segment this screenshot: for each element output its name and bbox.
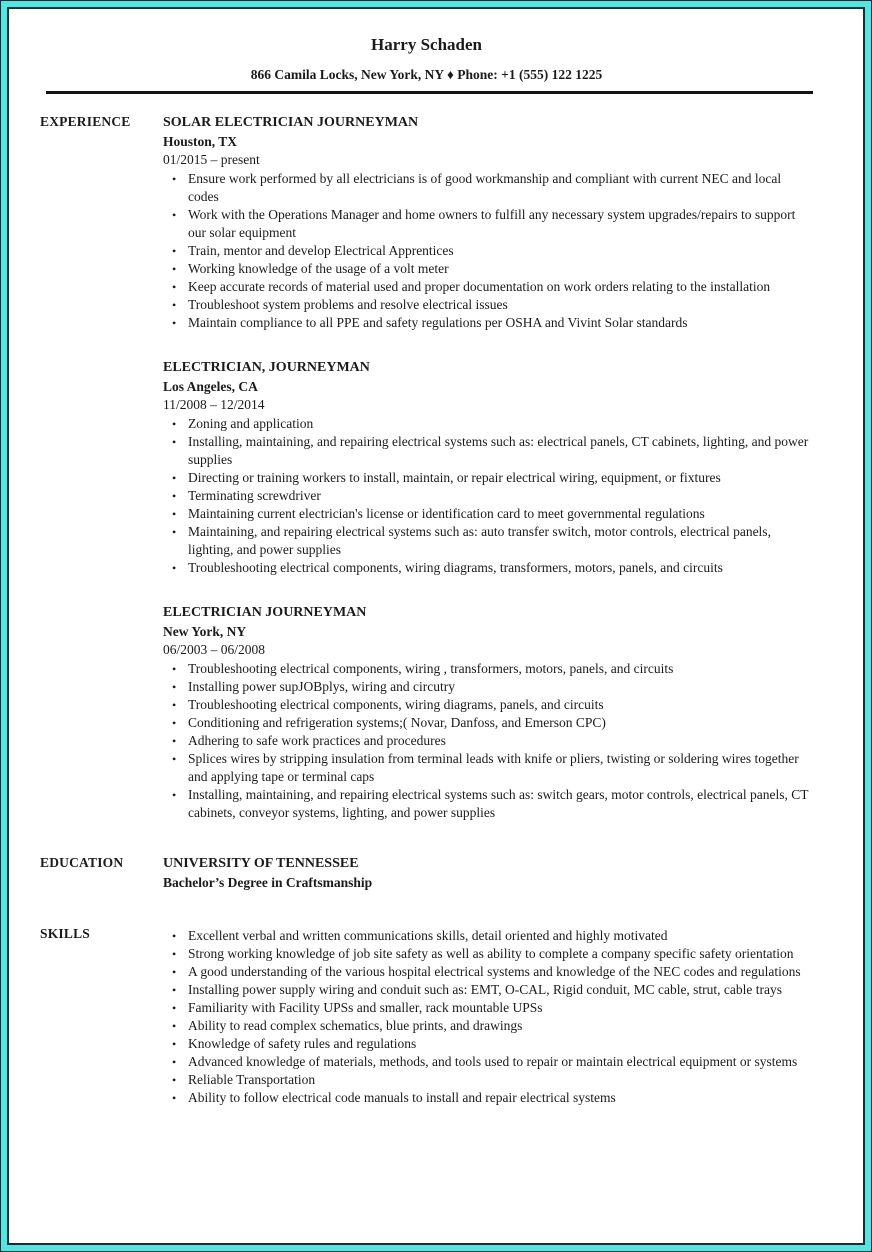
bullet-text: Reliable Transportation [188, 1072, 316, 1087]
candidate-name: Harry Schaden [371, 35, 482, 54]
bullet-text: Directing or training workers to install, maintain, or repair electrical wiring, equipment, or fixtures [188, 470, 721, 485]
bullet-item [163, 314, 813, 332]
job-bullet-list [163, 415, 813, 577]
bullet-text: Terminating screwdriver [188, 488, 321, 503]
bullet-text: Maintain compliance to all PPE and safety regulations per OSHA and Vivint Solar standards [188, 315, 688, 330]
bullet-icon: • [172, 525, 177, 539]
bullet-item [163, 523, 813, 559]
bullet-text: Zoning and application [188, 416, 314, 431]
bullet-item [163, 1053, 813, 1071]
bullet-item [163, 278, 813, 296]
bullet-icon: • [172, 298, 177, 312]
bullet-text: Adhering to safe work practices and procedures [188, 733, 446, 748]
bullet-text: Train, mentor and develop Electrical Apprentices [188, 243, 454, 258]
bullet-item [163, 296, 813, 314]
bullet-text: A good understanding of the various hospital electrical systems and knowledge of the NEC codes and regulations [188, 964, 801, 979]
bullet-item [163, 714, 813, 732]
job-location: Houston, TX [163, 134, 238, 149]
bullet-text: Ensure work performed by all electricians is of good workmanship and compliant with current NEC and local codes [188, 171, 782, 204]
bullet-item [163, 696, 813, 714]
bullet-text: Maintaining, and repairing electrical systems such as: auto transfer switch, motor controls, electrical panels, lighting, and power supplies [188, 524, 771, 557]
bullet-icon: • [172, 983, 177, 997]
bullet-item [163, 660, 813, 678]
bullet-item [163, 1089, 813, 1107]
bullet-icon: • [172, 1037, 177, 1051]
job-title: ELECTRICIAN JOURNEYMAN [163, 605, 367, 620]
bullet-icon: • [172, 680, 177, 694]
bullet-item [163, 732, 813, 750]
education-content [163, 854, 813, 893]
bullet-item [163, 260, 813, 278]
bullet-icon: • [172, 417, 177, 431]
bullet-icon: • [172, 1091, 177, 1105]
job-bullet-list [163, 660, 813, 822]
bullet-icon: • [172, 507, 177, 521]
bullet-icon: • [172, 1019, 177, 1033]
bullet-item [163, 750, 813, 786]
bullet-icon: • [172, 929, 177, 943]
header-divider [46, 91, 813, 94]
bullet-icon: • [172, 1055, 177, 1069]
skills-section [40, 925, 813, 1107]
bullet-icon: • [172, 716, 177, 730]
bullet-item [163, 963, 813, 981]
bullet-item [163, 415, 813, 433]
job-entry-solar-electrician [163, 113, 813, 332]
bullet-icon: • [172, 208, 177, 222]
job-bullet-list [163, 170, 813, 332]
bullet-item [163, 505, 813, 523]
bullet-text: Troubleshooting electrical components, wiring , transformers, motors, panels, and circuits [188, 661, 674, 676]
bullet-item [163, 1017, 813, 1035]
bullet-text: Strong working knowledge of job site safety as well as ability to complete a company specific safety orientation [188, 946, 794, 961]
experience-section [40, 113, 813, 822]
bullet-item [163, 981, 813, 999]
bullet-item [163, 786, 813, 822]
experience-content [163, 113, 813, 822]
bullet-text: Working knowledge of the usage of a volt meter [188, 261, 449, 276]
bullet-icon: • [172, 316, 177, 330]
bullet-text: Troubleshooting electrical components, wiring diagrams, panels, and circuits [188, 697, 604, 712]
bullet-text: Work with the Operations Manager and home owners to fulfill any necessary system upgrades/repairs to support our solar equipment [188, 207, 796, 240]
bullet-icon: • [172, 1001, 177, 1015]
job-dates: 01/2015 – present [163, 152, 260, 167]
job-dates: 06/2003 – 06/2008 [163, 642, 266, 657]
bullet-text: Installing, maintaining, and repairing electrical systems such as: switch gears, motor controls, electrical panels, CT cabinets, conveyor systems, lighting, and power supplies [188, 787, 809, 820]
section-label-education: EDUCATION [40, 855, 124, 870]
job-location: New York, NY [163, 624, 247, 639]
bullet-item [163, 487, 813, 505]
education-degree: Bachelor’s Degree in Craftsmanship [163, 875, 373, 890]
section-label-skills: SKILLS [40, 926, 90, 941]
bullet-text: Installing power supJOBplys, wiring and circutry [188, 679, 455, 694]
job-title: SOLAR ELECTRICIAN JOURNEYMAN [163, 115, 419, 130]
education-school: UNIVERSITY OF TENNESSEE [163, 856, 359, 871]
bullet-item [163, 170, 813, 206]
bullet-icon: • [172, 435, 177, 449]
bullet-item [163, 559, 813, 577]
bullet-text: Splices wires by stripping insulation from terminal leads with knife or pliers, twisting or soldering wires together and applying tape or terminal caps [188, 751, 799, 784]
skills-content [163, 925, 813, 1107]
bullet-icon: • [172, 734, 177, 748]
bullet-icon: • [172, 788, 177, 802]
bullet-item [163, 1035, 813, 1053]
bullet-icon: • [172, 1073, 177, 1087]
resume-body [40, 113, 813, 1107]
bullet-text: Conditioning and refrigeration systems;( Novar, Danfoss, and Emerson CPC) [188, 715, 606, 730]
bullet-item [163, 206, 813, 242]
bullet-item [163, 945, 813, 963]
bullet-text: Ability to read complex schematics, blue prints, and drawings [188, 1018, 523, 1033]
bullet-icon: • [172, 947, 177, 961]
bullet-icon: • [172, 662, 177, 676]
bullet-text: Advanced knowledge of materials, methods, and tools used to repair or maintain electrical equipment or systems [188, 1054, 798, 1069]
job-dates: 11/2008 – 12/2014 [163, 397, 265, 412]
bullet-text: Ability to follow electrical code manuals to install and repair electrical systems [188, 1090, 616, 1105]
bullet-icon: • [172, 698, 177, 712]
bullet-icon: • [172, 965, 177, 979]
skills-bullet-list [163, 927, 813, 1107]
bullet-item [163, 469, 813, 487]
bullet-icon: • [172, 262, 177, 276]
bullet-text: Installing, maintaining, and repairing electrical systems such as: electrical panels, CT cabinets, lighting, and power supplies [188, 434, 809, 467]
contact-line: 866 Camila Locks, New York, NY ♦ Phone: +1 (555) 122 1225 [250, 67, 603, 82]
bullet-icon: • [172, 752, 177, 766]
bullet-icon: • [172, 280, 177, 294]
bullet-text: Keep accurate records of material used and proper documentation on work orders relating to the installation [188, 279, 771, 294]
job-title: ELECTRICIAN, JOURNEYMAN [163, 360, 370, 375]
bullet-item [163, 999, 813, 1017]
bullet-item [163, 1071, 813, 1089]
job-location: Los Angeles, CA [163, 379, 258, 394]
bullet-item [163, 242, 813, 260]
bullet-text: Troubleshoot system problems and resolve electrical issues [188, 297, 508, 312]
bullet-text: Familiarity with Facility UPSs and smaller, rack mountable UPSs [188, 1000, 543, 1015]
job-entry-electrician-journeyman-ny [163, 603, 813, 822]
bullet-text: Troubleshooting electrical components, wiring diagrams, transformers, motors, panels, and circuits [188, 560, 723, 575]
bullet-icon: • [172, 489, 177, 503]
resume-page [7, 7, 865, 1245]
bullet-icon: • [172, 244, 177, 258]
bullet-item [163, 678, 813, 696]
bullet-text: Maintaining current electrician's license or identification card to meet governmental regulations [188, 506, 705, 521]
bullet-icon: • [172, 471, 177, 485]
bullet-text: Excellent verbal and written communications skills, detail oriented and highly motivated [188, 928, 668, 943]
resume-header [40, 35, 813, 83]
bullet-item [163, 433, 813, 469]
job-entry-electrician-journeyman-la [163, 358, 813, 577]
education-section [40, 854, 813, 893]
bullet-icon: • [172, 561, 177, 575]
bullet-item [163, 927, 813, 945]
section-label-experience: EXPERIENCE [40, 114, 131, 129]
bullet-icon: • [172, 172, 177, 186]
bullet-text: Installing power supply wiring and conduit such as: EMT, O-CAL, Rigid conduit, MC cable, strut, cable trays [188, 982, 783, 997]
bullet-text: Knowledge of safety rules and regulations [188, 1036, 417, 1051]
